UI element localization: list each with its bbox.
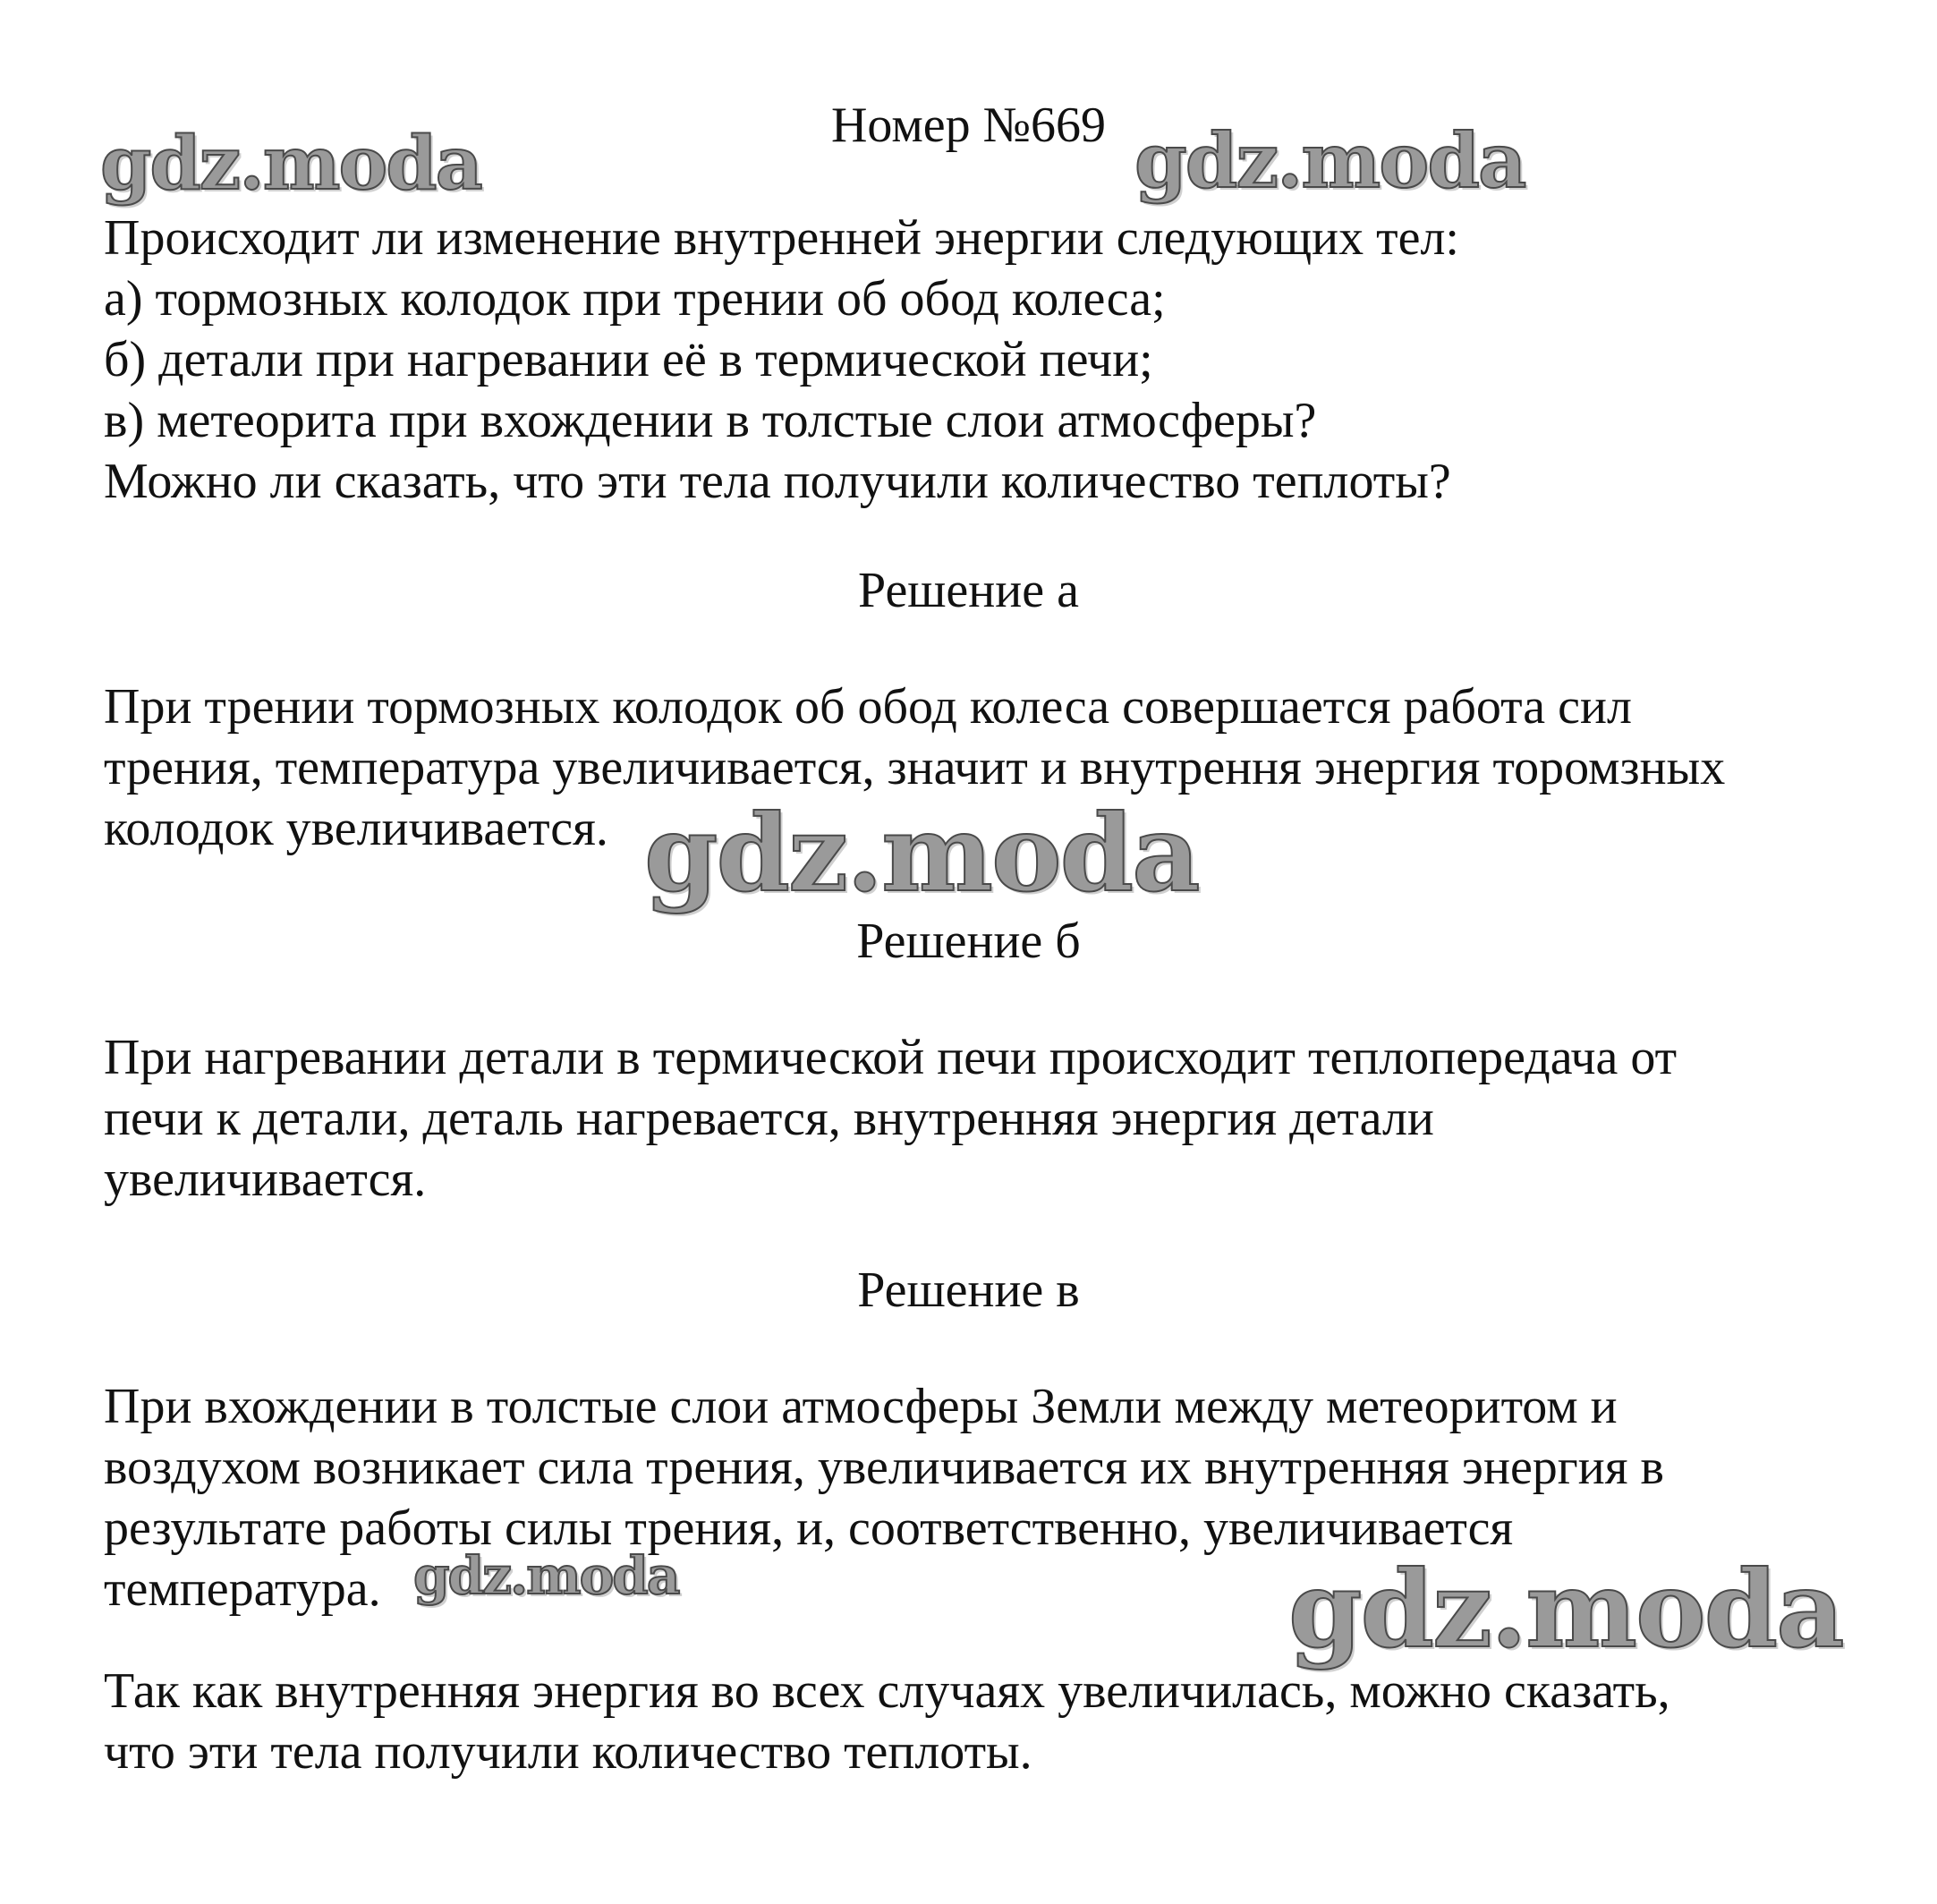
solution-c-line: воздухом возникает сила трения, увеличивается их внутренняя энергия в xyxy=(104,1440,1664,1495)
solution-c-heading: Решение в xyxy=(857,1262,1080,1318)
solution-b-line: печи к детали, деталь нагревается, внутренняя энергия детали xyxy=(104,1091,1434,1146)
solution-c-line: результате работы силы трения, и, соответственно, увеличивается xyxy=(104,1500,1514,1556)
solution-b-text xyxy=(104,1027,1857,1210)
solution-b-line: При нагревании детали в термической печи происходит теплопередача от xyxy=(104,1030,1678,1085)
conclusion-line: Так как внутренняя энергия во всех случаях увеличилась, можно сказать, xyxy=(104,1663,1670,1719)
conclusion-text xyxy=(104,1661,1857,1782)
question-line: а) тормозных колодок при трении об обод колеса; xyxy=(104,271,1166,327)
question-line: Происходит ли изменение внутренней энергии следующих тел: xyxy=(104,210,1459,266)
solution-c-line: При вхождении в толстые слои атмосферы Земли между метеоритом и xyxy=(104,1379,1618,1434)
solution-c-line: температура. xyxy=(104,1561,381,1617)
solution-a-line: При трении тормозных колодок об обод колеса совершается работа сил xyxy=(104,679,1632,735)
question-line: в) метеорита при вхождении в толстые слои атмосферы? xyxy=(104,393,1317,448)
watermark-middle: gdz.moda xyxy=(644,791,1199,915)
watermark-top-left: gdz.moda xyxy=(100,121,481,207)
watermark-bottom-right: gdz.moda xyxy=(1288,1547,1843,1671)
question-line: б) детали при нагревании её в термической печи; xyxy=(104,332,1153,387)
solution-a-text xyxy=(104,676,1857,859)
question-line: Можно ли сказать, что эти тела получили количество теплоты? xyxy=(104,454,1451,509)
conclusion-line: что эти тела получили количество теплоты. xyxy=(104,1724,1032,1780)
question-block xyxy=(104,208,1857,512)
page-title: Номер №669 xyxy=(830,98,1107,153)
solution-a-line: колодок увеличивается. xyxy=(104,801,608,856)
solution-b-line: увеличивается. xyxy=(104,1152,427,1207)
solution-b-heading: Решение б xyxy=(856,914,1081,969)
solution-a-heading: Решение а xyxy=(858,563,1079,618)
solution-c-text xyxy=(104,1376,1857,1619)
watermark-small: gdz.moda xyxy=(413,1545,679,1606)
solution-a-line: трения, температура увеличивается, значит и внутрення энергия торомзных xyxy=(104,740,1726,795)
watermark-top-right: gdz.moda xyxy=(1134,116,1525,205)
